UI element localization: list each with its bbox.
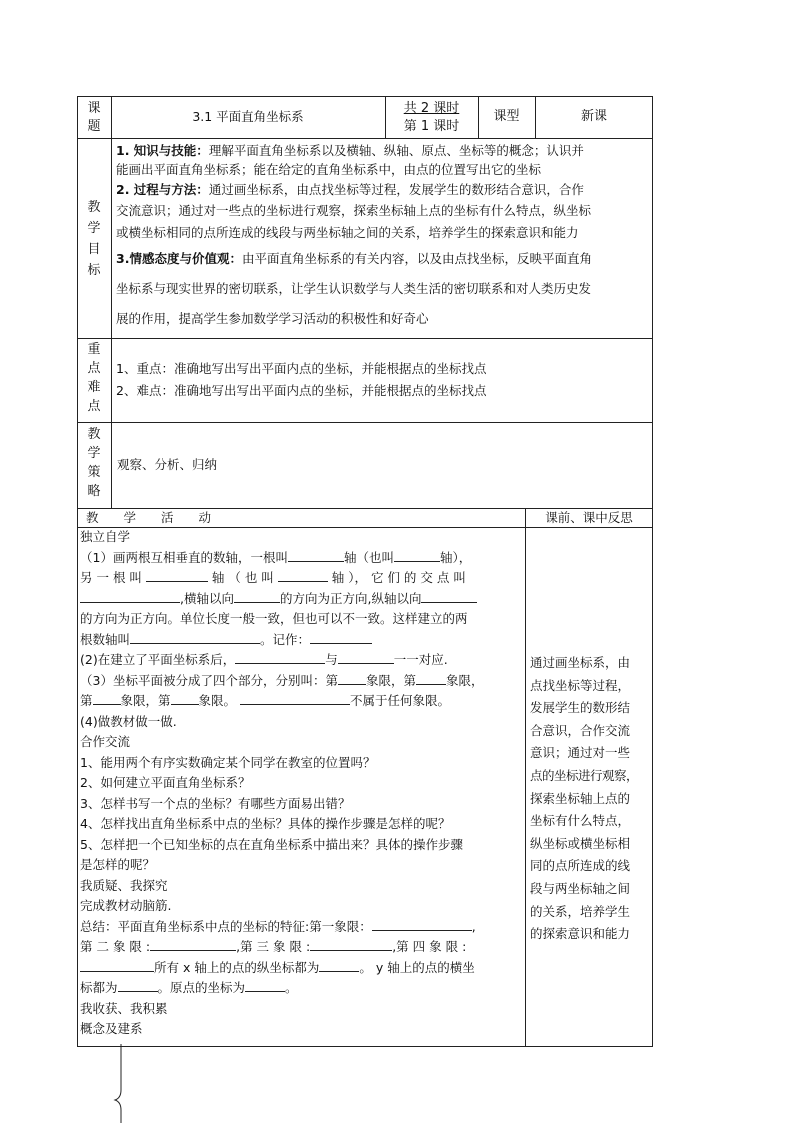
strategy-label: 教 学 策 略: [87, 427, 101, 499]
reflection-header: 课前、课中反思: [545, 510, 633, 525]
brace-icon: [106, 1044, 130, 1123]
row-divider: [77, 422, 653, 423]
goal1-title: 1. 知识与技能：: [116, 143, 209, 158]
row-divider: [77, 338, 653, 339]
goal2-title: 2. 过程与方法：: [116, 182, 209, 197]
section-concept: 概念及建系: [80, 1021, 143, 1036]
section-self-study: 独立自学: [80, 529, 131, 544]
teaching-goals: 1. 知识与技能：理解平面直角坐标系以及横轴、纵轴、原点、坐标等的概念；认识并 能画出平面直角坐标系；能在给定的直角坐标系中，由点的位置写出它的坐标 2. 过程与方法：通过画坐标系，由点找坐标等过程，发展学生的数形结合意识，合作 交流意识；通过对一些点的坐标进行观察，探索坐标轴上点的坐标有什么特点，纵坐标 或横坐标相同的点所连成的线段与两坐标轴之间的关系，培养学生的探索意识和能力 3.情感态度与价值观：由平面直角坐标系的有关内容，以及由点找坐标，反映平面直角 坐标系与现实世界的密切联系，让学生认识数学与人类生活的密切联系和对人类历史发 展的作用，提高学生参加数学学习活动的积极性和好奇心: [116, 143, 592, 326]
col-divider: [525, 508, 526, 1047]
lesson-hours: [385, 100, 478, 136]
section-cooperation: 合作交流: [80, 734, 131, 749]
hours-total: 共 2 课时: [403, 101, 460, 116]
type-label: 课型: [493, 109, 520, 124]
col-divider: [111, 96, 112, 508]
hours-current: 第 1 课时: [403, 119, 460, 134]
activity-header: 教 学 活 动: [86, 510, 212, 525]
key-point-line: 1、重点：准确地写出写出平面内点的坐标，并能根据点的坐标找点: [116, 361, 487, 376]
keypoints-label: 重 点 难 点: [87, 342, 101, 414]
row-divider: [77, 138, 653, 139]
difficult-point-line: 2、难点：准确地写出写出平面内点的坐标，并能根据点的坐标找点: [116, 383, 487, 398]
topic-label: 课 题: [87, 101, 101, 134]
reflection-notes: 通过画坐标系，由 点找坐标等过程， 发展学生的数形结 合意识，合作交流 意识；通过对一些 点的坐标进行观察， 探索坐标轴上点的 坐标有什么特点， 纵坐标或横坐标相 同的点所连成的线 段与两坐标轴之间 的关系，培养学生 的探索意识和能力: [530, 655, 639, 942]
activity-content: 独立自学 （1）画两根互相垂直的数轴，一根叫 轴（也叫 轴）， 另 一 根 叫 轴 （ 也 叫 轴 ）， 它 们 的 交 点 叫 ,横轴以向 的方向为正方向,纵轴以向 的方向为正方向。单位长度一般一致，但也可以不一致。这样建立的两 根数轴叫 。记作： (2)在建立了平面坐标系后， 与 一一对应. （3）坐标平面被分成了四个部分，分别叫：第 象限，第 象限， 第 象限，第 象限。 不属于任何象限。 (4)做教材做一做. 合作交流 1、能用两个有序实数确定某个同学在教室的位置吗？ 2、如何建立平面直角坐标系？ 3、怎样书写一个点的坐标？有哪些方面易出错？ 4、怎样找出直角坐标系中点的坐标？具体的操作步骤是怎样的呢？ 5、怎样把一个已知坐标的点在直角坐标系中描出来？具体的操作步骤 是怎样的呢？ 我质疑、我探究 完成教材动脑筋. 总结：平面直角坐标系中点的坐标的特征:第一象限： , 第 二 象 限 : ,第 三 象 限 : ,第 四 象 限 : 所有 x 轴上的点的纵坐标都为 。 y 轴上的点的横坐 标都为 。原点的坐标为 。 我收获、我积累 概念及建系: [80, 527, 524, 1040]
strategy-text: 观察、分析、归纳: [117, 457, 218, 472]
row-divider: [77, 508, 653, 509]
goals-label: 教 学 目 标: [87, 200, 101, 278]
topic-title: 3.1 平面直角坐标系: [192, 109, 304, 124]
section-explore: 我质疑、我探究: [80, 877, 168, 893]
type-value: 新课: [580, 109, 607, 124]
section-gain: 我收获、我积累: [80, 1000, 168, 1016]
goal3-title: 3.情感态度与价值观：: [116, 251, 242, 266]
